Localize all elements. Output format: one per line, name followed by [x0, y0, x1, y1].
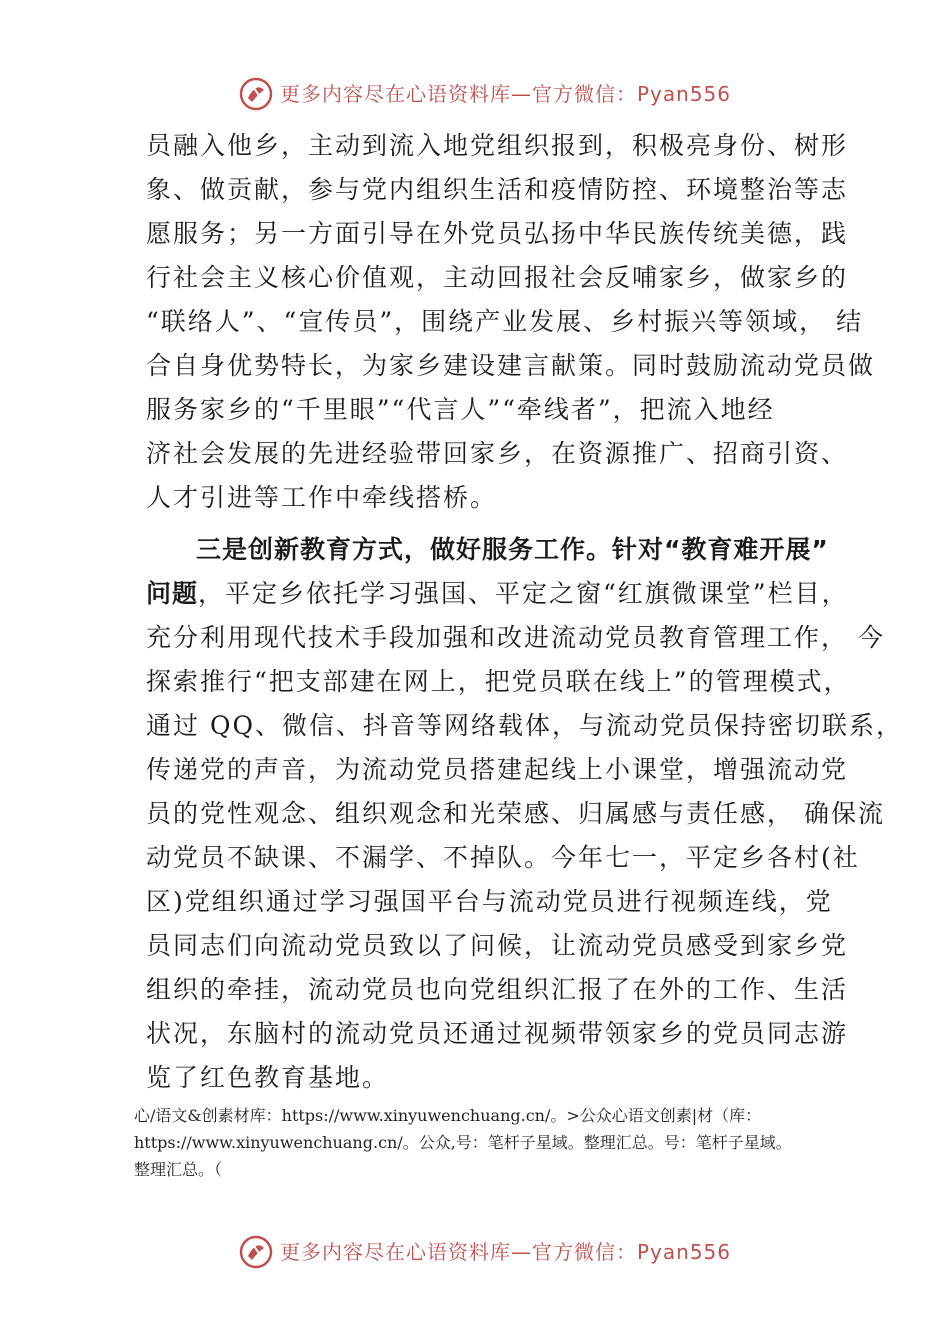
text-line: 愿服务；另一方面引导在外党员弘扬中华民族传统美德，践	[146, 219, 849, 248]
text-line: 员同志们向流动党员致以了问候，让流动党员感受到家乡党	[146, 931, 849, 960]
text-line: 员融入他乡，主动到流入地党组织报到，积极亮身份、树形	[146, 131, 849, 160]
section-heading-cont: 问题	[146, 579, 199, 608]
header-banner	[0, 74, 950, 114]
text-line: 览了红色教育基地。	[146, 1063, 390, 1092]
logo-icon	[238, 76, 274, 112]
note-line: 心/语文&创素材库：https://www.xinyuwenchuang.cn/。>公众心语文创素|材（库：	[134, 1106, 762, 1125]
text-line: 动党员不缺课、不漏学、不掉队。今年七一，平定乡各村(社	[146, 843, 860, 872]
text-line: 状况，东脑村的流动党员还通过视频带领家乡的党员同志游	[146, 1019, 849, 1048]
footer-banner	[0, 1232, 950, 1272]
text-line: 员的党性观念、组织观念和光荣感、归属感与责任感， 确保流	[146, 799, 885, 828]
note-line: 整理汇总。（	[134, 1160, 223, 1179]
note-line: https://www.xinyuwenchuang.cn/。公众,号：笔杆子星域。整理汇总。号：笔杆子星域。	[134, 1133, 792, 1152]
text-line: 通过 QQ、微信、抖音等网络载体，与流动党员保持密切联系，	[146, 711, 903, 740]
section-heading: 三是创新教育方式，做好服务工作。针对“教育难开展”	[196, 535, 829, 564]
logo-icon	[238, 1234, 274, 1270]
text-line: 行社会主义核心价值观，主动回报社会反哺家乡，做家乡的	[146, 263, 849, 292]
source-note	[134, 1102, 854, 1183]
paragraph-1	[146, 124, 876, 520]
text-line: 象、做贡献，参与党内组织生活和疫情防控、环境整治等志	[146, 175, 849, 204]
text-line: 传递党的声音，为流动党员搭建起线上小课堂，增强流动党	[146, 755, 849, 784]
text-line	[146, 572, 849, 616]
text-line: 充分利用现代技术手段加强和改进流动党员教育管理工作， 今	[146, 623, 885, 652]
text-line: “联络人”、“宣传员”，围绕产业发展、乡村振兴等领域， 结	[146, 307, 864, 336]
text-line-rest: ，平定乡依托学习强国、平定之窗“红旗微课堂”栏目，	[198, 579, 849, 608]
text-line: 济社会发展的先进经验带回家乡，在资源推广、招商引资、	[146, 439, 849, 468]
paragraph-2	[146, 528, 903, 1100]
banner-text: 更多内容尽在心语资料库—官方微信：Pyan556	[280, 82, 732, 106]
banner-text: 更多内容尽在心语资料库—官方微信：Pyan556	[280, 1240, 732, 1264]
text-line: 区)党组织通过学习强国平台与流动党员进行视频连线，党	[146, 887, 833, 916]
text-line: 服务家乡的“千里眼”“代言人”“牵线者”，把流入地经	[146, 395, 775, 424]
text-line: 探索推行“把支部建在网上，把党员联在线上”的管理模式，	[146, 667, 851, 696]
text-line: 人才引进等工作中牵线搭桥。	[146, 483, 498, 512]
text-line: 合自身优势特长，为家乡建设建言献策。同时鼓励流动党员做	[146, 351, 876, 380]
text-line: 组织的牵挂，流动党员也向党组织汇报了在外的工作、生活	[146, 975, 849, 1004]
